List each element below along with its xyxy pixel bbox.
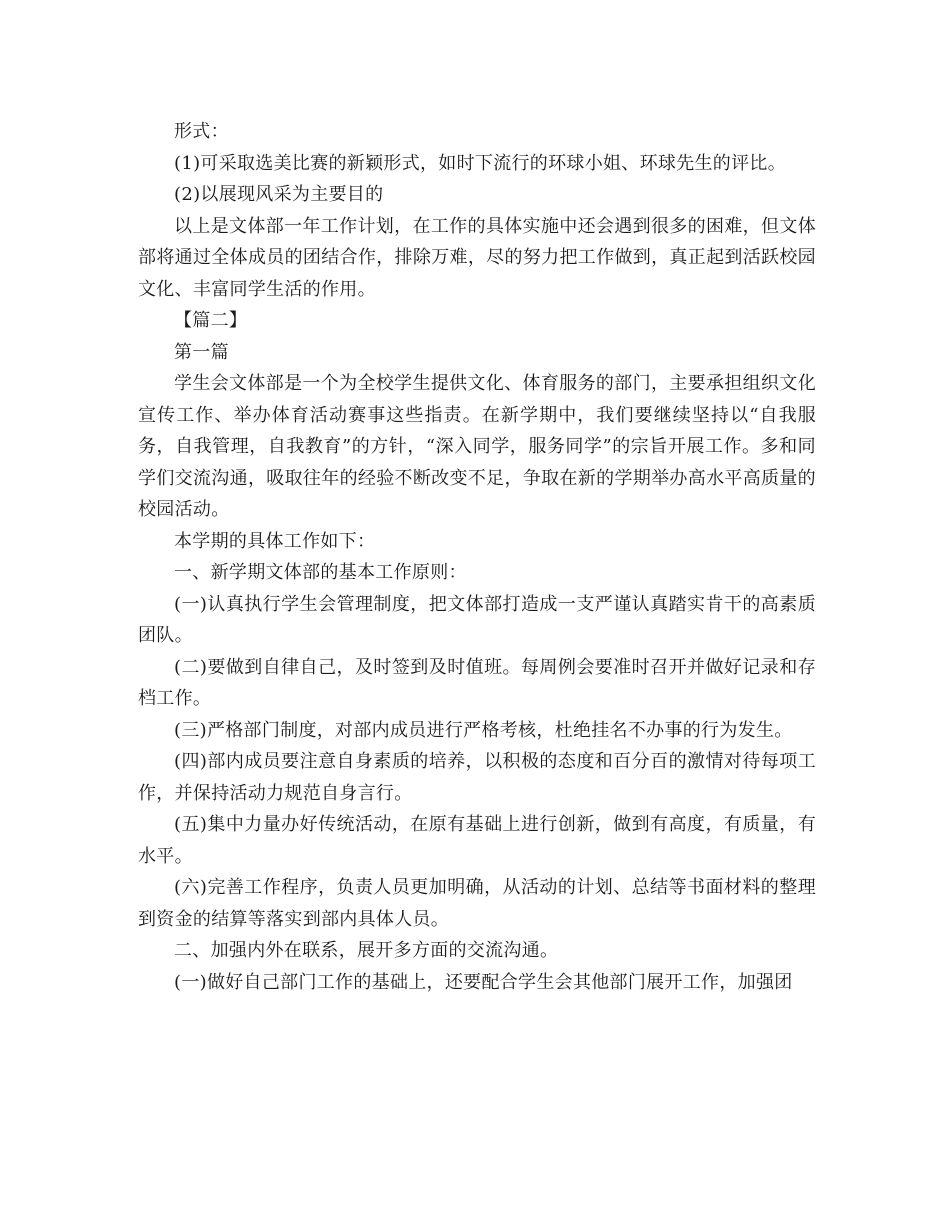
paragraph-item-2: (2)以展现风采为主要目的 xyxy=(174,184,384,205)
paragraph-work-list-heading: 本学期的具体工作如下： xyxy=(174,530,376,552)
paragraph-principles-heading: 一、新学期文体部的基本工作原则： xyxy=(174,562,467,583)
paragraph-principle-3: (三)严格部门制度，对部内成员进行严格考核，杜绝挂名不办事的行为发生。 xyxy=(174,719,793,741)
paragraph-form-heading: 形式： xyxy=(174,121,229,142)
document-body xyxy=(138,116,816,998)
paragraph-principle-4: (四)部内成员要注意自身素质的培养，以积极的态度和百分百的激情对待每项工作，并保持活动力规范自身言行。 xyxy=(138,751,816,804)
paragraph-communication-1: (一)做好自己部门工作的基础上，还要配合学生会其他部门展开工作，加强团 xyxy=(174,971,793,993)
paragraph-summary: 以上是文体部一年工作计划，在工作的具体实施中还会遇到很多的困难，但文体部将通过全体成员的团结合作，排除万难，尽的努力把工作做到，真正起到活跃校园文化、丰富同学生活的作用。 xyxy=(138,215,816,300)
section-heading-part-two: 【篇二】 xyxy=(174,310,248,331)
paragraph-principle-5: (五)集中力量办好传统活动，在原有基础上进行创新，做到有高度，有质量，有水平。 xyxy=(138,814,816,867)
paragraph-intro: 学生会文体部是一个为全校学生提供文化、体育服务的部门，主要承担组织文化宣传工作、举办体育活动赛事这些指责。在新学期中，我们要继续坚持以“自我服务，自我管理，自我教育”的方针，“深入同学，服务同学”的宗旨开展工作。多和同学们交流沟通，吸取往年的经验不断改变不足，争取在新的学期举办高水平高质量的校园活动。 xyxy=(138,373,816,520)
paragraph-item-1: (1)可采取选美比赛的新颖形式，如时下流行的环球小姐、环球先生的评比。 xyxy=(174,152,786,174)
paragraph-communication-heading: 二、加强内外在联系，展开多方面的交流沟通。 xyxy=(174,940,559,961)
paragraph-principle-6: (六)完善工作程序，负责人员更加明确，从活动的计划、总结等书面材料的整理到资金的结算等落实到部内具体人员。 xyxy=(138,877,816,930)
subheading-first-article: 第一篇 xyxy=(174,341,229,363)
paragraph-principle-1: (一)认真执行学生会管理制度，把文体部打造成一支严谨认真踏实肯干的高素质团队。 xyxy=(138,593,816,646)
paragraph-principle-2: (二)要做到自律自己，及时签到及时值班。每周例会要准时召开并做好记录和存档工作。 xyxy=(138,656,816,709)
